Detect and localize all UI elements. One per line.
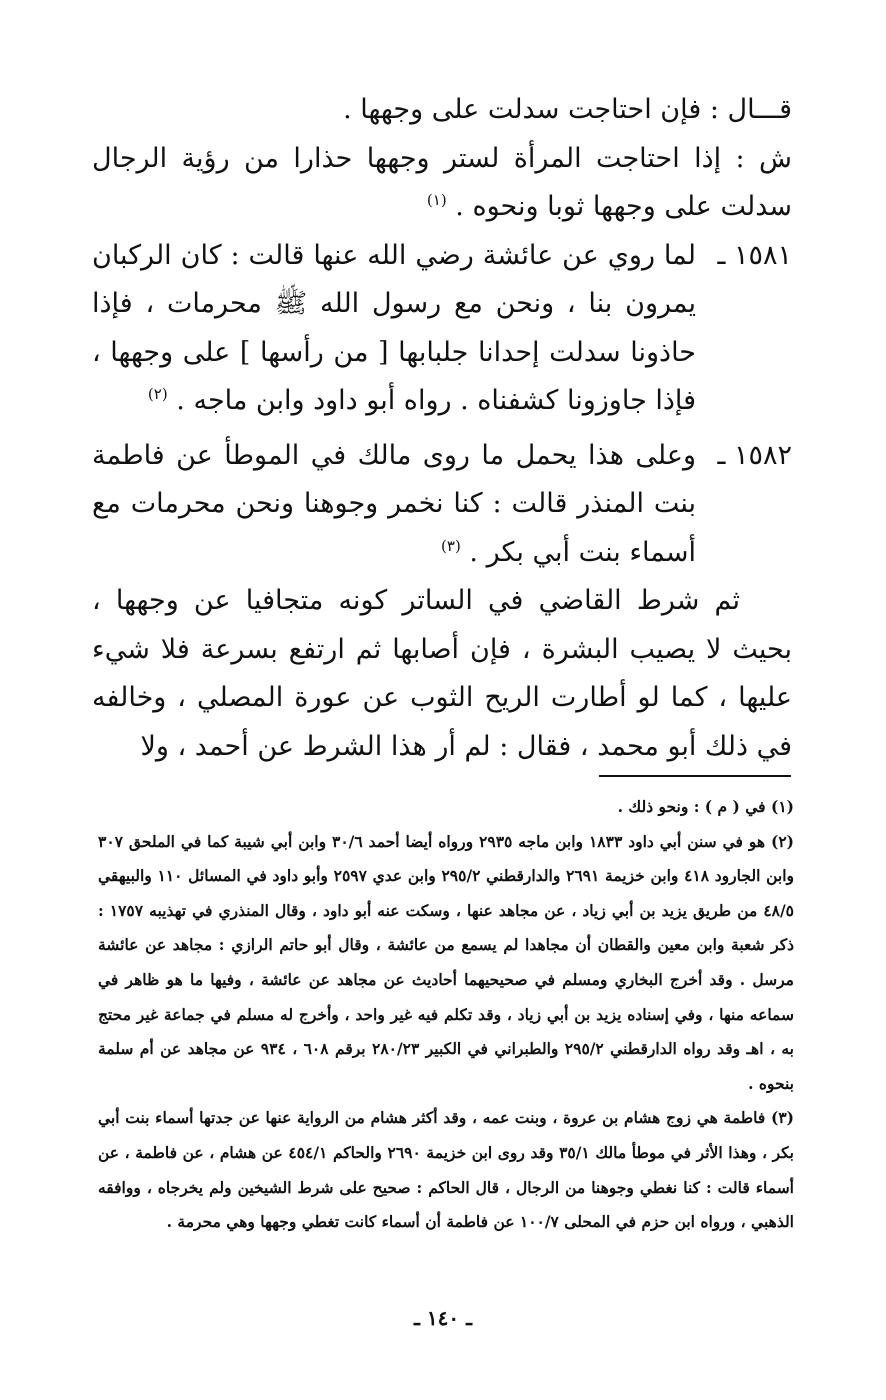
hadith-body [92,232,696,426]
hadith-1581 [92,232,792,426]
hadith-text: وعلى هذا يحمل ما روى مالك في الموطأ عن فاطمة بنت المنذر قالت : كنا نخمر وجوهنا ونحن محرمات مع أسماء بنت أبي بكر . [92,439,696,568]
hadith-text: لما روي عن عائشة رضي الله عنها قالت : كان الركبان يمرون بنا ، ونحن مع رسول الله ﷺ محرمات ، فإذا حاذونا سدلت إحدانا جلبابها [ من رأسها ] على وجهها ، فإذا جاوزونا كشفناه . رواه أبو داود وابن ماجه . [92,239,696,416]
hadith-number: ١٥٨٢ ـ [717,439,792,471]
footnote-ref-2: (٢) [147,385,168,403]
footnote-separator [599,775,791,777]
paragraph-2-text: ش : إذا احتاجت المرأة لستر وجهها حذارا من رؤية الرجال سدلت على وجهها ثوبا ونحوه . [92,142,792,222]
page-number: ـ ١٤٠ ـ [414,1306,472,1330]
main-text [92,86,792,771]
hadith-number: ١٥٨١ ـ [717,239,792,271]
hadith-body [92,432,696,578]
paragraph-1: قـــال : فإن احتاجت سدلت على وجهها . [343,94,792,125]
footnote-2: (٢) هو في سنن أبي داود ١٨٣٣ وابن ماجه ٢٩٣٥ ورواه أيضا أحمد ٣٠/٦ وابن أبي شيبة كما في الملحق ٣٠٧ وابن الجارود ٤١٨ وابن خزيمة ٢٦٩١ والدارقطني ٢٩٥/٢ وابن عدي ٢٥٩٧ وأبو داود في المسائل ١١٠ والبيهقي ٤٨/٥ من طريق يزيد بن أبي زياد ، عن مجاهد عنها ، وسكت عنه أبو داود ، وقال المنذري في تهذيبه ١٧٥٧ : ذكر شعبة وابن معين والقطان أن مجاهدا لم يسمع من عائشة ، وقال أبو حاتم الرازي : مجاهد عن عائشة مرسل . وقد أخرج البخاري ومسلم في صحيحيهما أحاديث عن مجاهد عن عائشة ، وفيها ما هو ظاهر في سماعه منها ، وفي إسناده يزيد بن أبي زياد ، وقد تكلم فيه غير واحد ، وأخرج له مسلم في جماعة غير محتج به ، اهـ وقد رواه الدارقطني ٢٩٥/٢ والطبراني في الكبير ٢٨٠/٢٣ برقم ٦٠٨ ، ٩٣٤ عن مجاهد عن أم سلمة بنحوه . [98,831,794,1093]
footnotes [98,790,794,1240]
footnote-1: (١) في ( م ) : ونحو ذلك . [617,797,794,816]
footnote-3: (٣) فاطمة هي زوج هشام بن عروة ، وبنت عمه ، وقد أكثر هشام من الرواية عنها عن جدتها أسماء بنت أبي بكر ، وهذا الأثر في موطأ مالك ٣٥/١ وقد روى ابن خزيمة ٢٦٩٠ والحاكم ٤٥٤/١ عن هشام ، عن فاطمة ، عن أسماء قالت : كنا نغطي وجوهنا من الرجال ، قال الحاكم : صحيح على شرط الشيخين ولم يخرجاه ، ووافقه الذهبي ، ورواه ابن حزم في المحلى ١٠٠/٧ عن فاطمة أن أسماء كانت تغطي وجهها وهي محرمة . [98,1108,794,1232]
footnote-ref-1: (١) [426,191,447,209]
hadith-1582 [92,432,792,578]
footnote-ref-3: (٣) [441,536,461,555]
paragraph-3: ثم شرط القاضي في الساتر كونه متجافيا عن وجهها ، بحيث لا يصيب البشرة ، فإن أصابها ثم ارتفع بسرعة فلا شيء عليها ، كما لو أطارت الريح الثوب عن عورة المصلي ، وخالفه في ذلك أبو محمد ، فقال : لم أر هذا الشرط عن أحمد ، ولا [92,585,792,762]
paragraph-2 [92,135,792,232]
